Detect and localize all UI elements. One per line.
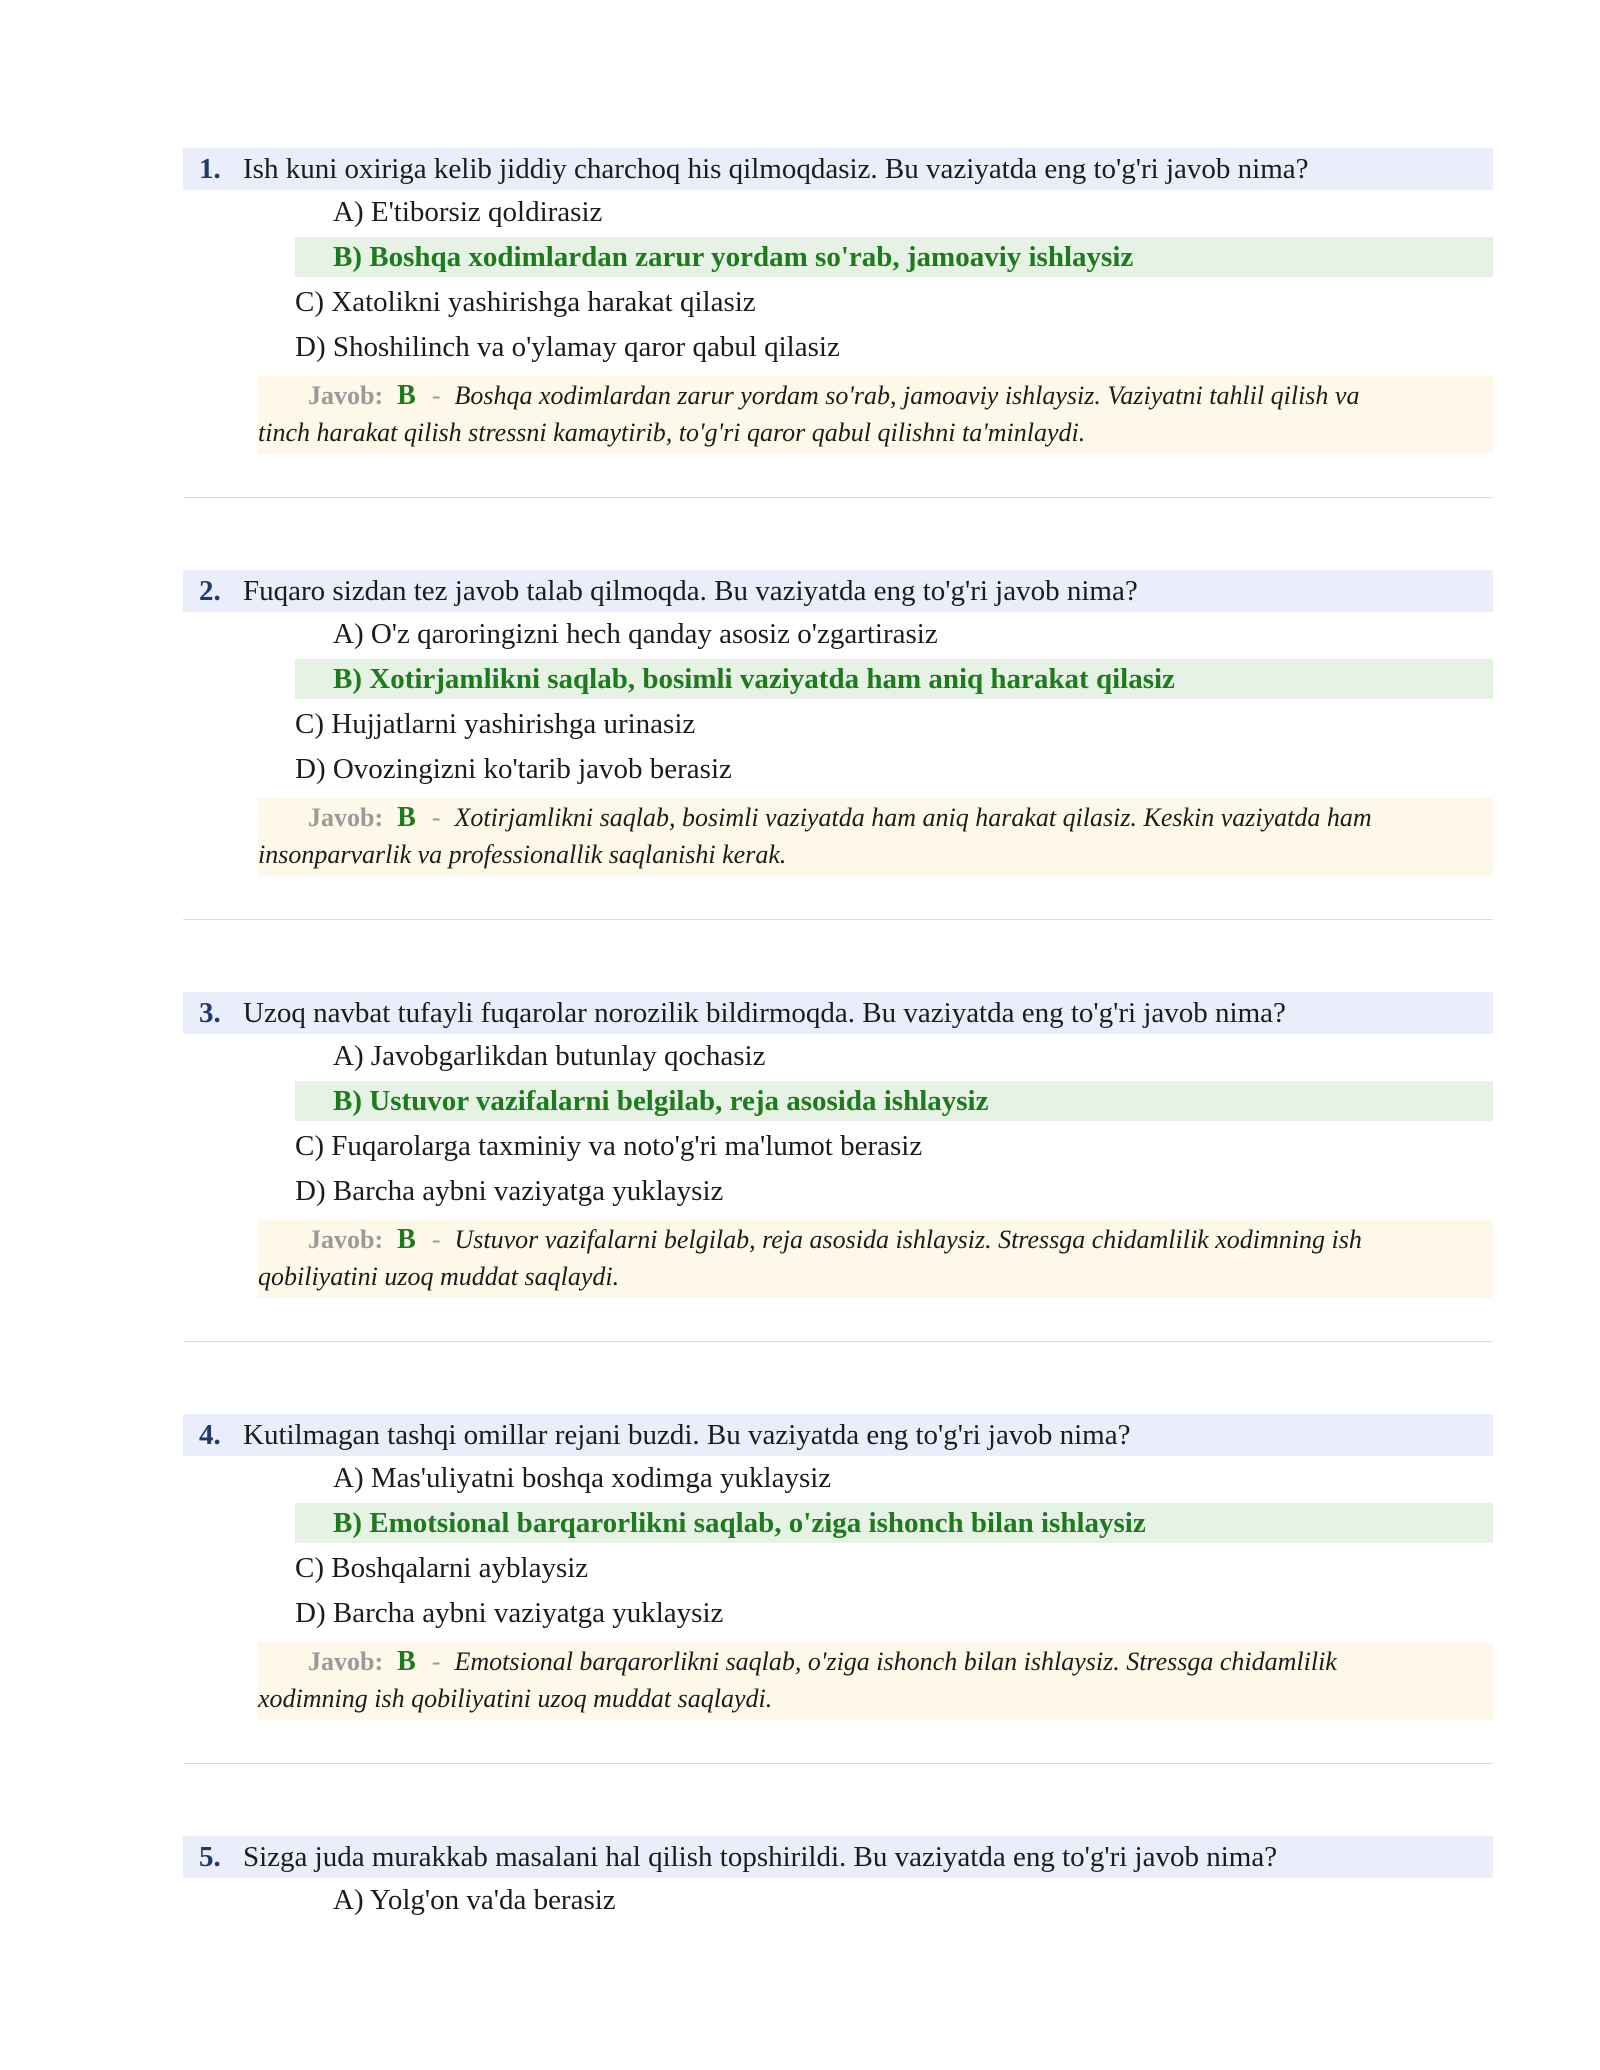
answer-explanation-line1: Boshqa xodimlardan zarur yordam so'rab, jamoaviy ishlaysiz. Vaziyatni tahlil qilish va [454, 381, 1360, 410]
option-b-text: B) Boshqa xodimlardan zarur yordam so'rab, jamoaviy ishlaysiz [333, 240, 1134, 273]
answer-explanation-line2: insonparvarlik va professionallik saqlanishi kerak. [258, 840, 787, 869]
question-header [183, 148, 1493, 190]
answer-box [258, 376, 1493, 454]
answer-explanation-line2: qobiliyatini uzoq muddat saqlaydi. [258, 1262, 620, 1291]
option-d: D) Ovozingizni ko'tarib javob berasiz [295, 752, 732, 785]
answer-explanation-line1: Xotirjamlikni saqlab, bosimli vaziyatda ham aniq harakat qilasiz. Keskin vaziyatda ham [454, 803, 1372, 832]
question-header [183, 1836, 1493, 1878]
separator [183, 1763, 1493, 1764]
answer-label: Javob: [308, 1647, 384, 1676]
answer-box [258, 798, 1493, 876]
option-c: C) Hujjatlarni yashirishga urinasiz [295, 707, 696, 740]
option-d: D) Barcha aybni vaziyatga yuklaysiz [295, 1174, 724, 1207]
option-b-text: B) Emotsional barqarorlikni saqlab, o'ziga ishonch bilan ishlaysiz [333, 1506, 1146, 1539]
question-number: 3. [199, 996, 221, 1029]
option-b-correct [295, 659, 1493, 699]
option-c: C) Xatolikni yashirishga harakat qilasiz [295, 285, 756, 318]
option-d: D) Barcha aybni vaziyatga yuklaysiz [295, 1596, 724, 1629]
option-c: C) Fuqarolarga taxminiy va noto'g'ri ma'lumot berasiz [295, 1129, 923, 1162]
answer-letter: B [397, 1646, 416, 1677]
question-text: Ish kuni oxiriga kelib jiddiy charchoq his qilmoqdasiz. Bu vaziyatda eng to'g'ri javob nima? [243, 152, 1309, 185]
answer-dash: - [431, 1647, 441, 1676]
answer-label: Javob: [308, 803, 384, 832]
option-a: A) Javobgarlikdan butunlay qochasiz [333, 1039, 766, 1072]
separator [183, 497, 1493, 498]
answer-dash: - [431, 803, 441, 832]
answer-dash: - [431, 381, 441, 410]
question-number: 1. [199, 152, 221, 185]
question-number: 2. [199, 574, 221, 607]
option-b-correct [295, 1081, 1493, 1121]
option-a: A) Mas'uliyatni boshqa xodimga yuklaysiz [333, 1461, 832, 1494]
answer-explanation-line2: tinch harakat qilish stressni kamaytirib, to'g'ri qaror qabul qilishni ta'minlaydi. [258, 418, 1086, 447]
option-b-correct [295, 1503, 1493, 1543]
question-text: Uzoq navbat tufayli fuqarolar norozilik bildirmoqda. Bu vaziyatda eng to'g'ri javob nima? [243, 996, 1286, 1029]
option-b-correct [295, 237, 1493, 277]
answer-label: Javob: [308, 1225, 384, 1254]
option-b-text: B) Xotirjamlikni saqlab, bosimli vaziyatda ham aniq harakat qilasiz [333, 662, 1175, 695]
option-b-text: B) Ustuvor vazifalarni belgilab, reja asosida ishlaysiz [333, 1084, 989, 1117]
question-text: Kutilmagan tashqi omillar rejani buzdi. Bu vaziyatda eng to'g'ri javob nima? [243, 1418, 1131, 1451]
answer-explanation-line1: Ustuvor vazifalarni belgilab, reja asosida ishlaysiz. Stressga chidamlilik xodimning ish [454, 1225, 1362, 1254]
separator [183, 1341, 1493, 1342]
question-header [183, 992, 1493, 1034]
option-c: C) Boshqalarni ayblaysiz [295, 1551, 589, 1584]
question-text: Fuqaro sizdan tez javob talab qilmoqda. Bu vaziyatda eng to'g'ri javob nima? [243, 574, 1138, 607]
question-number: 4. [199, 1418, 221, 1451]
separator [183, 919, 1493, 920]
option-a: A) O'z qaroringizni hech qanday asosiz o'zgartirasiz [333, 617, 938, 650]
question-header [183, 570, 1493, 612]
answer-letter: B [397, 1224, 416, 1255]
answer-box [258, 1220, 1493, 1298]
option-a: A) Yolg'on va'da berasiz [333, 1883, 616, 1916]
question-header [183, 1414, 1493, 1456]
answer-label: Javob: [308, 381, 384, 410]
question-text: Sizga juda murakkab masalani hal qilish topshirildi. Bu vaziyatda eng to'g'ri javob nima? [243, 1840, 1278, 1873]
option-a: A) E'tiborsiz qoldirasiz [333, 195, 603, 228]
answer-box [258, 1642, 1493, 1720]
answer-explanation-line1: Emotsional barqarorlikni saqlab, o'ziga ishonch bilan ishlaysiz. Stressga chidamlilik [454, 1647, 1337, 1676]
question-number: 5. [199, 1840, 221, 1873]
answer-letter: B [397, 802, 416, 833]
option-d: D) Shoshilinch va o'ylamay qaror qabul qilasiz [295, 330, 840, 363]
answer-dash: - [431, 1225, 441, 1254]
answer-letter: B [397, 380, 416, 411]
answer-explanation-line2: xodimning ish qobiliyatini uzoq muddat saqlaydi. [258, 1684, 773, 1713]
